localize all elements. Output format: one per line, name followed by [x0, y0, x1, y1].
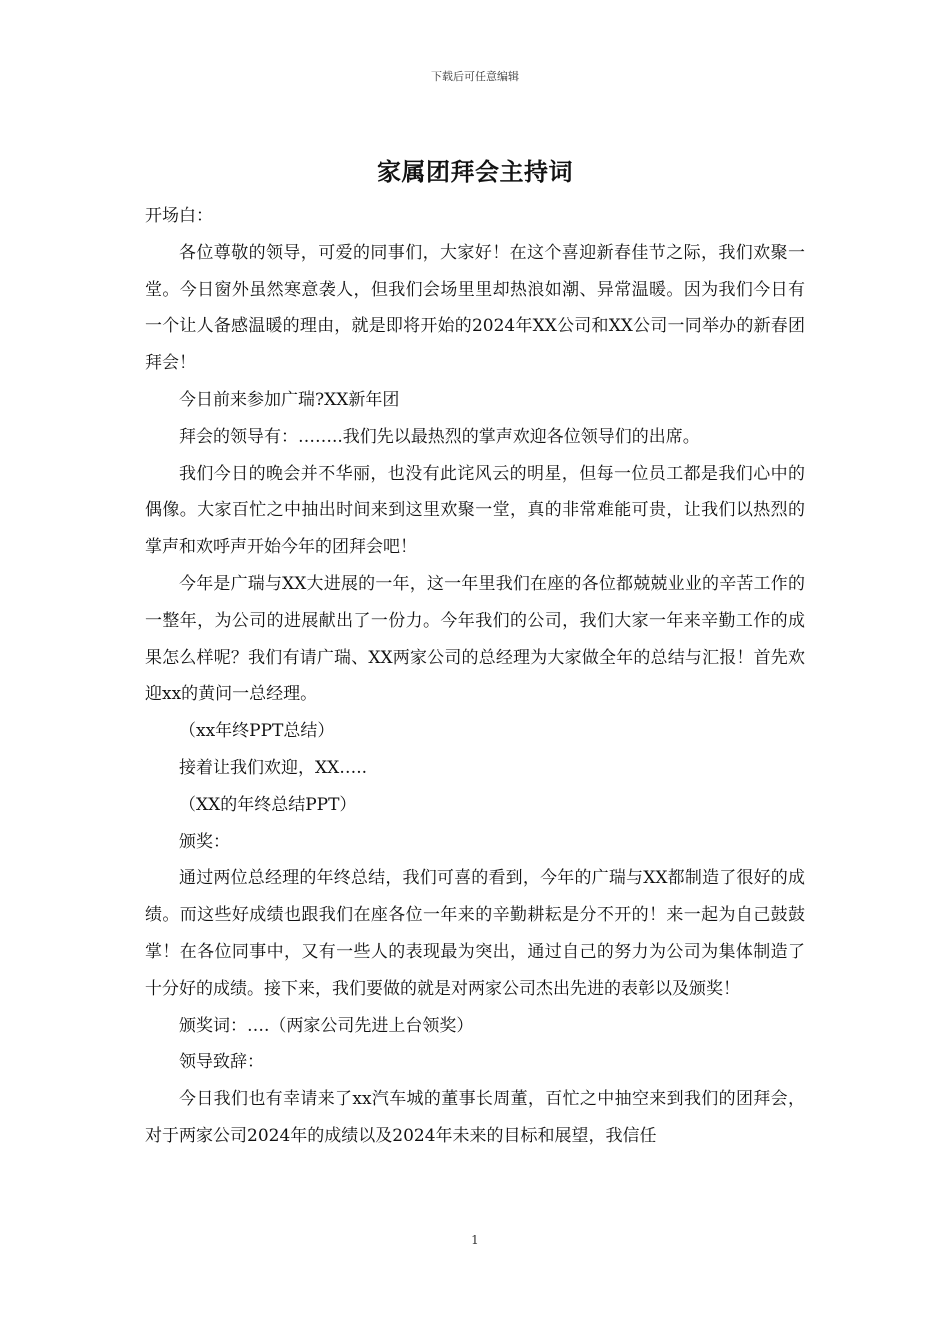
paragraph: 拜会的领导有：……..我们先以最热烈的掌声欢迎各位领导们的出席。 — [179, 426, 700, 447]
section-label-speech: 领导致辞： — [179, 1052, 264, 1073]
paragraph: 今日我们也有幸请来了xx汽车城的董事长周董，百忙之中抽空来到我们的团拜会，对于两家公司2024年的成绩以及2024年未来的目标和展望，我信任 — [145, 1089, 805, 1146]
paragraph: 颁奖词：….（两家公司先进上台领奖） — [179, 1015, 474, 1036]
paragraph-opening-label: 开场白： — [145, 206, 213, 226]
paragraph: （XX的年终总结PPT） — [179, 794, 357, 815]
paragraph: 通过两位总经理的年终总结，我们可喜的看到，今年的广瑞与XX都制造了很好的成绩。而这些好成绩也跟我们在座各位一年来的辛勤耕耘是分不开的！来一起为自己鼓鼓掌！在各位同事中，又有一些人的表现最为突出，通过自己的努力为公司为集体制造了十分好的成绩。接下来，我们要做的就是对两家公司杰出先进的表彰以及颁奖！ — [145, 868, 805, 999]
section-label-awards: 颁奖： — [179, 831, 230, 852]
paragraph: 接着让我们欢迎，XX….. — [179, 757, 368, 778]
paragraph: 今年是广瑞与XX大进展的一年，这一年里我们在座的各位都兢兢业业的辛苦工作的一整年，为公司的进展献出了一份力。今年我们的公司，我们大家一年来辛勤工作的成果怎么样呢？我们有请广瑞、XX两家公司的总经理为大家做全年的总结与汇报！首先欢迎xx的黄问一总经理。 — [145, 573, 805, 705]
paragraph: 各位尊敬的领导，可爱的同事们，大家好！在这个喜迎新春佳节之际，我们欢聚一堂。今日窗外虽然寒意袭人，但我们会场里里却热浪如潮、异常温暖。因为我们今日有一个让人备感温暖的理由，就是即将开始的2024年XX公司和XX公司一同举办的新春团拜会！ — [145, 242, 805, 374]
paragraph: 我们今日的晚会并不华丽，也没有此诧风云的明星，但每一位员工都是我们心中的偶像。大家百忙之中抽出时间来到这里欢聚一堂，真的非常难能可贵，让我们以热烈的掌声和欢呼声开始今年的团拜会吧！ — [145, 463, 805, 558]
document-title: 家属团拜会主持词 — [377, 158, 573, 186]
paragraph: （xx年终PPT总结） — [179, 721, 335, 742]
document-body — [145, 198, 805, 1155]
header-note: 下载后可任意编辑 — [431, 70, 519, 83]
page-number: 1 — [471, 1233, 479, 1247]
paragraph: 今日前来参加广瑞?XX新年团 — [179, 389, 400, 410]
